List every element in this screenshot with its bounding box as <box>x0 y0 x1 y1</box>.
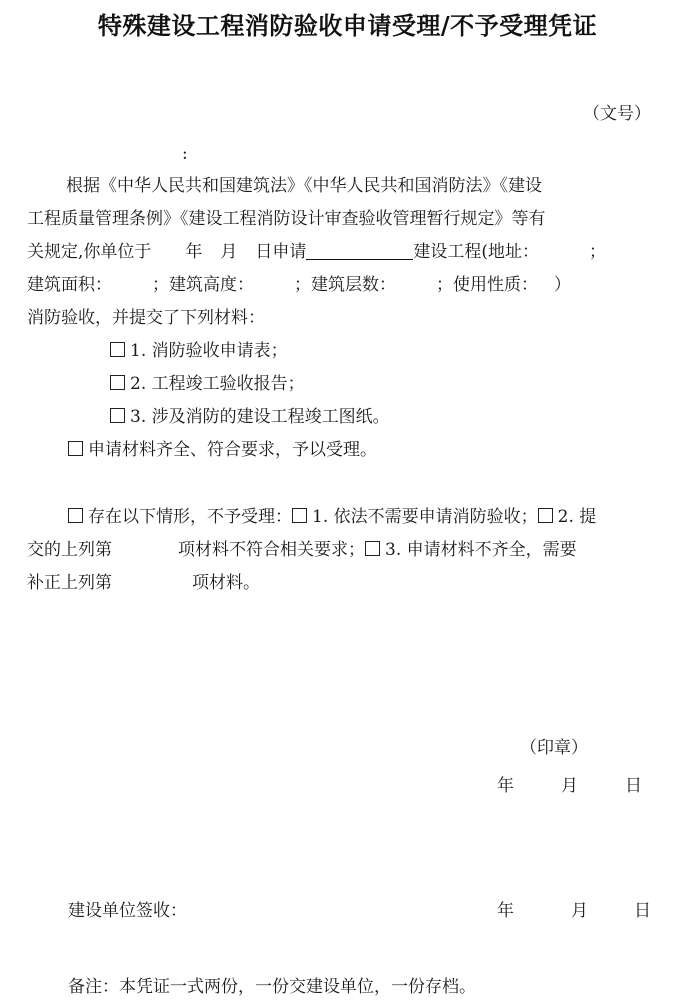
project-name-blank <box>306 239 413 260</box>
reject-reason-2: 2. 提 <box>557 507 597 527</box>
document-title: 特殊建设工程消防验收申请受理/不予受理凭证 <box>97 11 598 40</box>
seal-day: 日 <box>625 776 642 796</box>
receipt-month: 月 <box>571 901 588 921</box>
checkbox-icon[interactable] <box>110 342 125 357</box>
checkbox-icon[interactable] <box>68 508 83 523</box>
receipt-year: 年 <box>497 901 514 921</box>
building-floors-label: ；建筑层数： <box>294 275 396 295</box>
building-use-label: ；使用性质： <box>436 275 538 295</box>
body-line-2: 工程质量管理条例》《建设工程消防设计审查验收管理暂行规定》等有 <box>27 209 546 229</box>
body-text: 项材料。 <box>192 573 260 593</box>
body-text: 项材料不符合相关要求； <box>178 540 365 560</box>
material-item <box>110 335 288 368</box>
checkbox-icon[interactable] <box>110 408 125 423</box>
accept-option <box>68 434 377 467</box>
material-label: 3. 涉及消防的建设工程竣工图纸。 <box>130 407 390 427</box>
building-height-label: ；建筑高度： <box>152 275 254 295</box>
reject-reason-1: 1. 依法不需要申请消防验收； <box>312 507 538 527</box>
reject-line-3 <box>27 567 260 600</box>
date-month: 月 <box>220 242 238 262</box>
addressee-line: : <box>182 144 188 164</box>
body-text: 补正上列第 <box>27 573 112 593</box>
material-item <box>110 401 390 434</box>
body-line-1: 根据《中华人民共和国建筑法》《中华人民共和国消防法》《建设 <box>66 176 542 196</box>
checkbox-icon[interactable] <box>292 508 307 523</box>
reject-reason-3: 3. 申请材料不齐全，需要 <box>385 540 577 560</box>
accept-label: 申请材料齐全、符合要求，予以受理。 <box>88 440 377 460</box>
body-text: 交的上列第 <box>27 540 112 560</box>
seal-year: 年 <box>497 776 514 796</box>
checkbox-icon[interactable] <box>68 441 83 456</box>
receipt-day: 日 <box>634 901 651 921</box>
reject-label: 存在以下情形，不予受理： <box>88 507 292 527</box>
checkbox-icon[interactable] <box>110 375 125 390</box>
body-text: 建设工程(地址： <box>413 242 540 262</box>
footnote: 备注：本凭证一式两份，一份交建设单位，一份存档。 <box>68 977 476 997</box>
body-line-3 <box>27 236 606 269</box>
body-line-4 <box>27 269 571 302</box>
body-text: 关规定,你单位于 <box>27 242 152 262</box>
body-text: ） <box>554 275 571 295</box>
material-label: 2. 工程竣工验收报告； <box>130 374 305 394</box>
seal-month: 月 <box>561 776 578 796</box>
document-number: （文号） <box>583 104 651 124</box>
seal-label: （印章） <box>520 738 588 758</box>
date-day-apply: 日申请 <box>255 242 307 262</box>
checkbox-icon[interactable] <box>365 541 380 556</box>
material-item <box>110 368 305 401</box>
reject-line-1 <box>68 501 596 534</box>
checkbox-icon[interactable] <box>538 508 553 523</box>
receipt-label: 建设单位签收： <box>68 901 187 921</box>
reject-line-2 <box>27 534 577 567</box>
building-area-label: 建筑面积： <box>27 275 112 295</box>
date-year: 年 <box>185 242 203 262</box>
material-label: 1. 消防验收申请表； <box>130 341 288 361</box>
body-line-5: 消防验收，并提交了下列材料： <box>27 308 265 328</box>
body-text: ； <box>589 242 607 262</box>
